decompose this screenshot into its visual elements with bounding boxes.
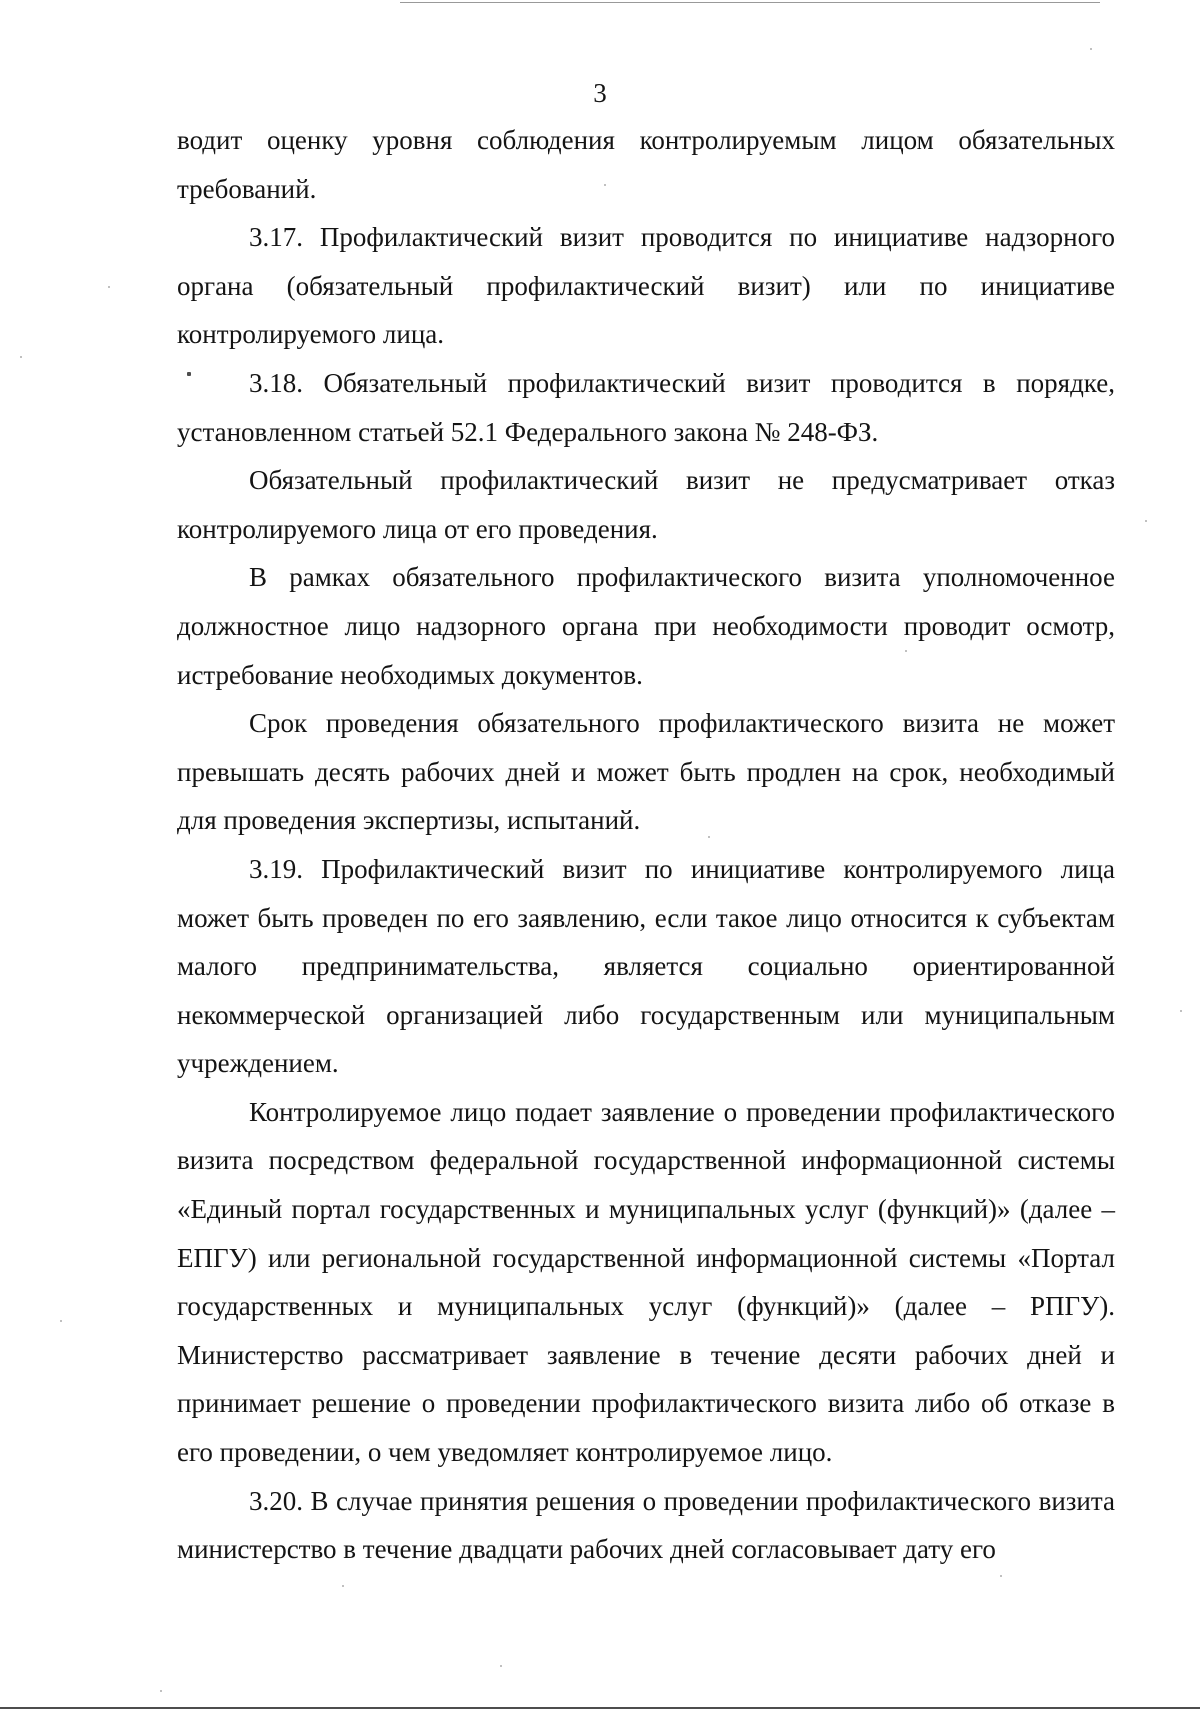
paragraph-3-18: 3.18. Обязательный профилактический визит проводится в порядке, установленном статьей 52.1 Федерального закона № 248-ФЗ. [177, 367, 1115, 447]
paragraph-3-20: 3.20. В случае принятия решения о проведении профилактического визита министерство в течение двадцати рабочих дней согласовывает дату его [177, 1485, 1115, 1565]
paragraph-mandatory-visit-refusal: Обязательный профилактический визит не предусматривает отказ контролируемого лица от его проведения. [177, 465, 1115, 544]
scan-speck [500, 1665, 502, 1667]
scan-speck [1000, 1575, 1002, 1577]
scan-speck [1145, 520, 1147, 522]
document-body [177, 116, 1115, 1574]
paragraph-application-submission: Контролируемое лицо подает заявление о проведении профилактического визита посредством федеральной государственной информационной системы «Единый портал государственных и муниципальных услуг (функций)» (далее – ЕПГУ) или региональной государственной информационной системы «Портал государственных и муниципальных услуг (функций)» (далее – РПГУ). Министерство рассматривает заявление в течение десяти рабочих дней и принимает решение о проведении профилактического визита либо об отказе в его проведении, о чем уведомляет контролируемое лицо. [177, 1096, 1115, 1468]
scan-speck [1180, 1010, 1182, 1012]
scan-edge-bottom [0, 1707, 1200, 1709]
scan-speck [342, 1585, 344, 1587]
paragraph-3-19: 3.19. Профилактический визит по инициативе контролируемого лица может быть проведен по его заявлению, если такое лицо относится к субъектам малого предпринимательства, является социально ориентированной некоммерческой организацией либо государственным или муниципальным учреждением. [177, 853, 1115, 1079]
paragraph-mandatory-visit-scope: В рамках обязательного профилактического визита уполномоченное должностное лицо надзорного органа при необходимости проводит осмотр, истребование необходимых документов. [177, 562, 1115, 690]
scan-speck [1090, 48, 1092, 50]
paragraph-continuation: водит оценку уровня соблюдения контролируемым лицом обязательных требований. [177, 125, 1115, 204]
scan-speck [60, 1320, 62, 1322]
scan-speck [604, 184, 606, 186]
scan-speck [20, 356, 22, 358]
page-number: 3 [593, 78, 607, 108]
scan-edge-top [400, 2, 1100, 3]
scan-speck [160, 1690, 162, 1692]
paragraph-3-17: 3.17. Профилактический визит проводится по инициативе надзорного органа (обязательный профилактический визит) или по инициативе контролируемого лица. [177, 222, 1115, 350]
scan-speck [708, 836, 710, 838]
scan-speck [187, 372, 191, 376]
scan-speck [905, 650, 907, 652]
paragraph-mandatory-visit-duration: Срок проведения обязательного профилактического визита не может превышать десять рабочих дней и может быть продлен на срок, необходимый для проведения экспертизы, испытаний. [177, 708, 1115, 836]
scan-speck [108, 286, 110, 288]
